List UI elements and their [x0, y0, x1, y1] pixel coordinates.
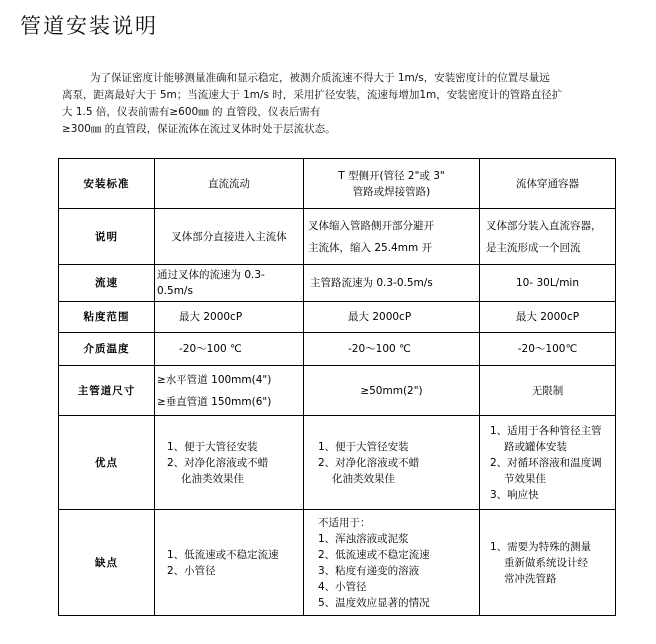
list-item: 节效果佳 [504, 472, 546, 485]
list-item: 化油类效果佳 [181, 472, 244, 485]
intro-line-1: 为了保证密度计能够测量准确和显示稳定，被测介质流速不得大于 1m/s，安装密度计的位置尽量远 [90, 72, 550, 84]
table-header-row [59, 159, 616, 209]
table-row-disadvantages [59, 510, 616, 616]
list-item: 2、对净化溶液或不蜡 [167, 456, 269, 469]
cell-description-col3-line1: 叉体部分装入直流容器， [486, 219, 602, 232]
cell-viscosity-col3: 最大 2000cP [480, 302, 616, 333]
list-item: 化油类效果佳 [332, 472, 395, 485]
cell-pipe-size-col1-line2: ≥垂直管道 150mm(6") [157, 395, 272, 408]
list-item: 1、需要为特殊的测量 [490, 540, 592, 553]
cell-description-col1: 叉体部分直接进入主流体 [155, 209, 304, 265]
row-header-description: 说明 [59, 209, 155, 265]
list-item: 4、小管径 [318, 580, 367, 593]
page-title: 管道安装说明 [20, 14, 158, 38]
list-item: 3、响应快 [490, 488, 539, 501]
row-header-advantages: 优点 [59, 416, 155, 510]
header-direct-flow: 直流流动 [155, 159, 304, 209]
table-row-viscosity [59, 302, 616, 333]
cell-pipe-size-col1 [155, 366, 304, 416]
list-item: 1、低流速或不稳定流速 [167, 548, 279, 561]
cell-speed-col1: 通过叉体的流速为 0.3-0.5m/s [155, 265, 304, 302]
list-item: 1、便于大管径安装 [318, 440, 409, 453]
cell-temperature-col1: -20～100 ℃ [155, 333, 304, 366]
cell-speed-col3: 10- 30L/min [480, 265, 616, 302]
list-item: 重新做系统设计经 [504, 556, 588, 569]
list-item: 1、浑浊溶液或泥浆 [318, 532, 409, 545]
cell-description-col3-line2: 是主流形成一个回流 [486, 241, 581, 254]
intro-line-2: 离泵，距离最好大于 5m；当流速大于 1m/s 时，采用扩径安装，流速每增加1m，安装密度计的管路直径扩 [62, 89, 563, 101]
row-header-flow-speed: 流速 [59, 265, 155, 302]
list-item: 常冲洗管路 [504, 572, 557, 585]
table-row-temperature [59, 333, 616, 366]
list-item: 2、低流速或不稳定流速 [318, 548, 430, 561]
list-item: 1、便于大管径安装 [167, 440, 258, 453]
cell-disadvantages-col1 [155, 510, 304, 616]
cell-viscosity-col1: 最大 2000cP [155, 302, 304, 333]
row-header-disadvantages: 缺点 [59, 510, 155, 616]
cell-pipe-size-col1-line1: ≥水平管道 100mm(4") [157, 373, 272, 386]
table-row-flow-speed [59, 265, 616, 302]
list-item: 2、对循环溶液和温度调 [490, 456, 602, 469]
table-row-pipe-size [59, 366, 616, 416]
list-item: 路或罐体安装 [504, 440, 567, 453]
cell-advantages-col1 [155, 416, 304, 510]
cell-disadvantages-col3 [480, 510, 616, 616]
list-item: 2、对净化溶液或不蜡 [318, 456, 420, 469]
cell-temperature-col3: -20～100℃ [480, 333, 616, 366]
header-t-side-open [304, 159, 480, 209]
list-item: 1、适用于各种管径主管 [490, 424, 602, 437]
row-header-viscosity: 粘度范围 [59, 302, 155, 333]
cell-pipe-size-col3: 无限制 [480, 366, 616, 416]
cell-advantages-col2 [304, 416, 480, 510]
cell-description-col3 [480, 209, 616, 265]
cell-pipe-size-col2: ≥50mm(2") [304, 366, 480, 416]
cell-description-col2-line2: 主流体，缩入 25.4mm 开 [308, 241, 433, 254]
header-flow-through-vessel: 流体穿通容器 [480, 159, 616, 209]
intro-line-4: ≥300㎜ 的直管段，保证流体在流过叉体时处于层流状态。 [62, 123, 336, 135]
cell-temperature-col2: -20～100 ℃ [304, 333, 480, 366]
list-item: 5、温度效应显著的情况 [318, 596, 430, 609]
intro-paragraph [62, 70, 622, 138]
row-header-temperature: 介质温度 [59, 333, 155, 366]
cell-speed-col2: 主管路流速为 0.3-0.5m/s [304, 265, 480, 302]
cell-viscosity-col2: 最大 2000cP [304, 302, 480, 333]
cell-disadvantages-col2 [304, 510, 480, 616]
row-header-pipe-size: 主管道尺寸 [59, 366, 155, 416]
table-row-description [59, 209, 616, 265]
list-item: 不适用于： [318, 516, 371, 529]
table-row-advantages [59, 416, 616, 510]
list-item: 2、小管径 [167, 564, 216, 577]
cell-description-col2 [304, 209, 480, 265]
list-item: 3、粘度有递变的溶液 [318, 564, 420, 577]
header-t-side-open-line1: T 型侧开(管径 2"或 3" [338, 169, 445, 182]
row-header-install-standard: 安装标准 [59, 159, 155, 209]
header-t-side-open-line2: 管路或焊接管路) [352, 185, 431, 198]
cell-description-col2-line1: 叉体缩入管路侧开部分避开 [308, 219, 434, 232]
cell-advantages-col3 [480, 416, 616, 510]
installation-spec-table [58, 158, 616, 616]
intro-line-3: 大 1.5 倍，仪表前需有≥600㎜ 的 直管段，仪表后需有 [62, 106, 321, 118]
